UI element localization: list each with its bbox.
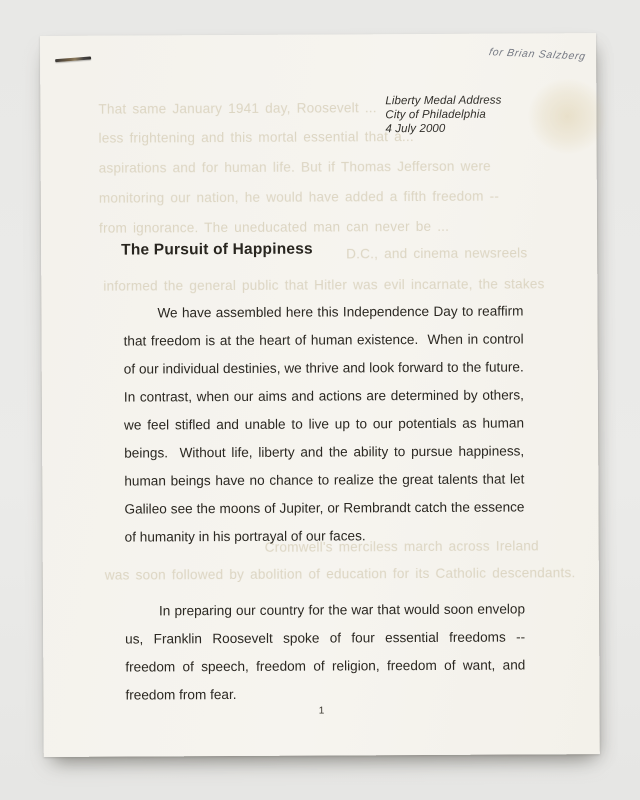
stain-mark xyxy=(528,78,606,154)
handwritten-inscription: for Brian Salzberg xyxy=(487,46,587,63)
body-paragraph-1: We have assembled here this Independence Day to reaffirm that freedom is at the heart of human existence. When in control of our individual destinies, we thrive and look forward to the future. In contrast, when our aims and actions are determined by others, we feel stifled and unable to live up to our potentials as human beings. Without life, liberty and the ability to pursue happiness, human beings have no chance to realize the great talents that let Galileo see the moons of Jupiter, or Rembrandt catch the essence of humanity in his portrayal of our faces. xyxy=(123,303,532,545)
bleedthrough-text-line: less frightening and this mortal essential that a... xyxy=(98,129,414,146)
header-line-event: Liberty Medal Address xyxy=(385,94,502,108)
document-title: The Pursuit of Happiness xyxy=(121,240,313,259)
header-line-city: City of Philadelphia xyxy=(385,108,486,122)
bleedthrough-text-line: Cromwell's merciless march across Ireland xyxy=(264,538,539,555)
bleedthrough-text-line: D.C., and cinema newsreels xyxy=(346,245,528,262)
address-header xyxy=(385,94,501,137)
staple xyxy=(55,56,91,62)
bleedthrough-text-line: That same January 1941 day, Roosevelt ... xyxy=(98,100,377,117)
body-paragraph-2: In preparing our country for the war that would soon envelop us, Franklin Roosevelt spoke of four essential freedoms -- freedom of speech, freedom of religion, freedom of want, and freedom from fear. xyxy=(125,601,530,703)
bleedthrough-text-line: informed the general public that Hitler was evil incarnate, the stakes xyxy=(103,276,545,294)
document-page xyxy=(40,33,600,757)
header-line-date: 4 July 2000 xyxy=(385,122,446,136)
bleedthrough-text-line: monitoring our nation, he would have added a fifth freedom -- xyxy=(98,188,500,206)
bleedthrough-text-line: from ignorance. The uneducated man can never be ... xyxy=(98,218,450,236)
speech-body xyxy=(123,297,532,709)
bleedthrough-text-line: was soon followed by abolition of education for its Catholic descendants. xyxy=(104,565,576,583)
bleedthrough-text-line: aspirations and for human life. But if Thomas Jefferson were xyxy=(98,158,491,176)
page-number: 1 xyxy=(318,705,325,717)
